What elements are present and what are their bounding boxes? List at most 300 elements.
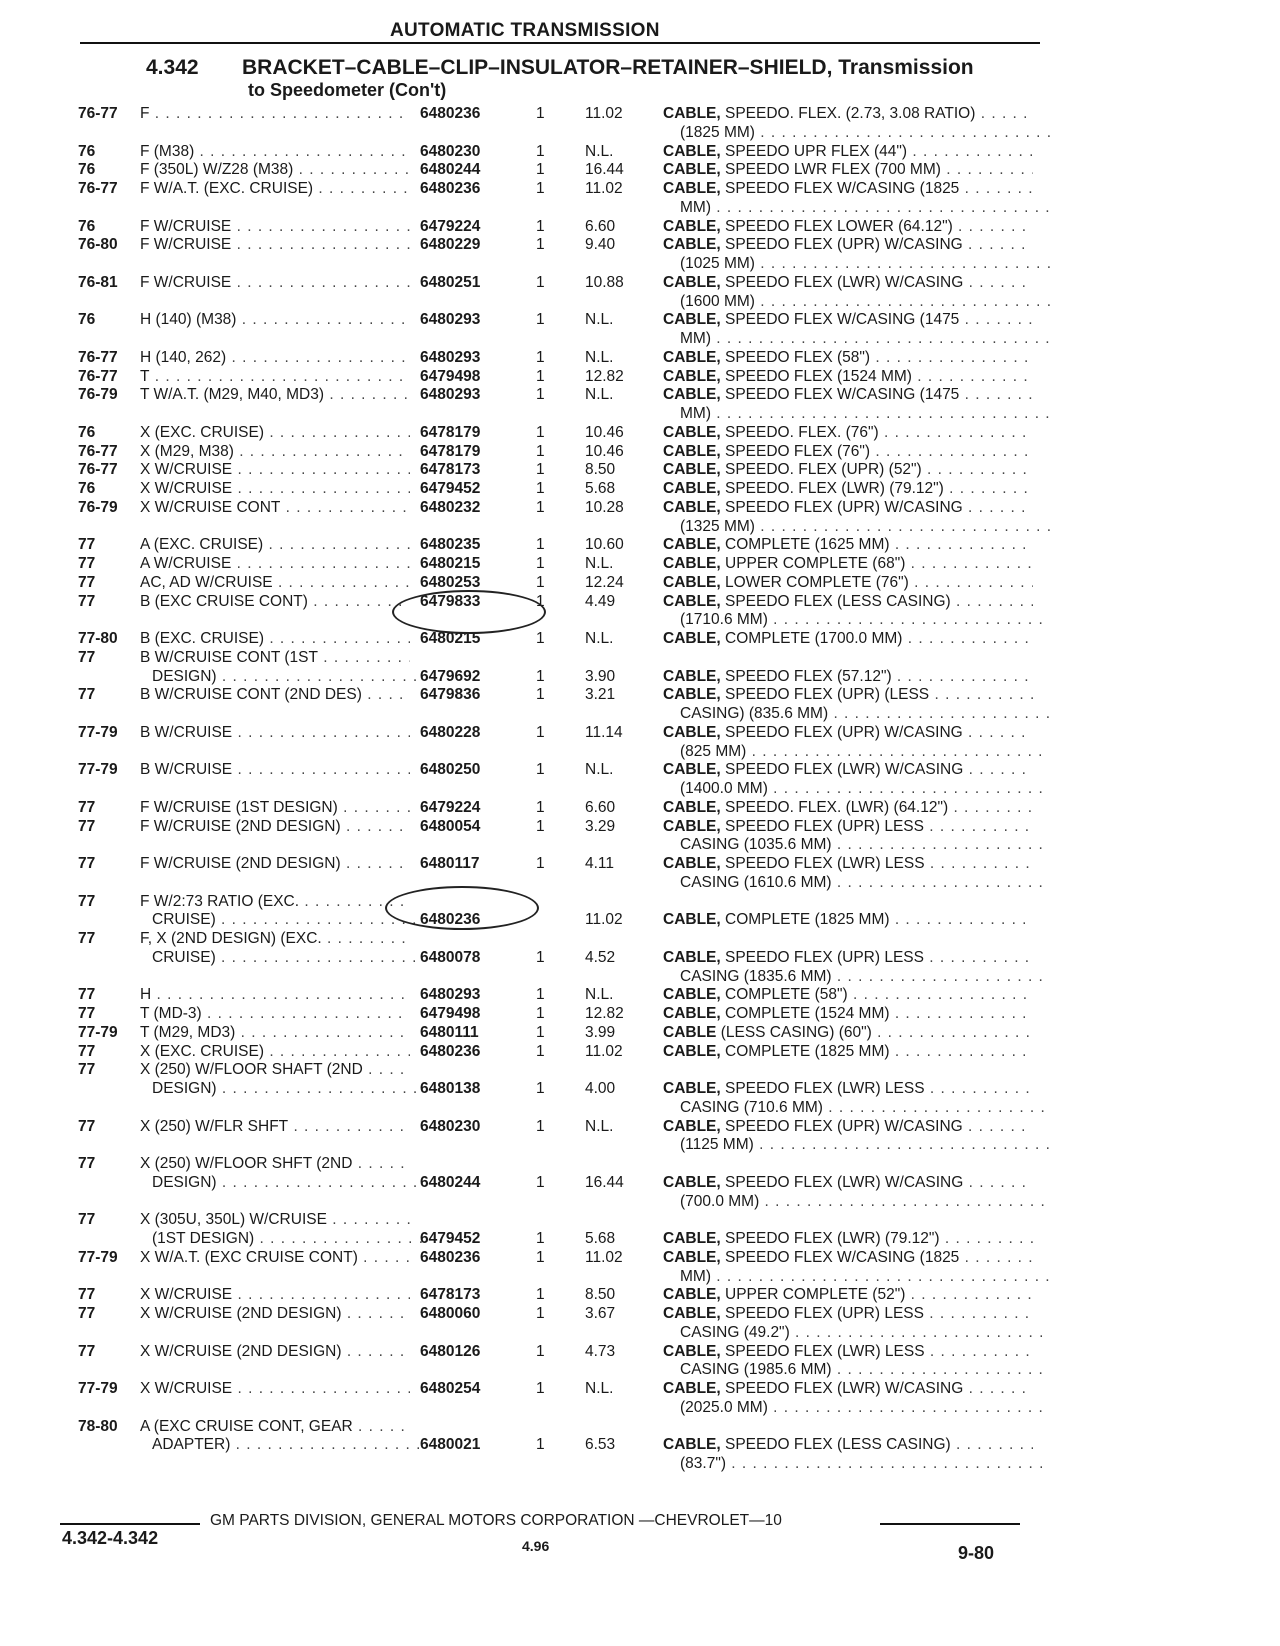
list-price: 16.44 xyxy=(585,1173,624,1191)
part-name-detail: (1600 MM) xyxy=(680,292,755,310)
part-name xyxy=(680,1323,1050,1342)
list-item xyxy=(0,348,1280,367)
application-description: B W/CRUISE CONT (1ST . . . xyxy=(140,648,410,667)
list-item xyxy=(0,1379,1280,1398)
list-item xyxy=(0,1060,1280,1079)
part-number: 6480232 xyxy=(420,498,481,516)
quantity: 1 xyxy=(536,555,545,572)
part-name xyxy=(663,948,1033,967)
part-number: 6480060 xyxy=(420,1305,481,1322)
quantity: 1 xyxy=(536,1042,545,1060)
model-year: 77 xyxy=(78,1061,96,1079)
part-name-keyword: CABLE, xyxy=(663,1005,721,1022)
part-name xyxy=(663,423,1033,442)
application-description: F W/CRUISE (2ND DESIGN) . . . xyxy=(140,817,410,836)
model-year: 76-79 xyxy=(78,386,118,404)
application-description: F (M38) . . . xyxy=(140,142,410,161)
list-item xyxy=(0,1154,1280,1173)
model-year: 76 xyxy=(78,423,96,441)
list-item xyxy=(0,423,1280,442)
quantity: 1 xyxy=(536,667,545,685)
part-name-keyword: CABLE, xyxy=(663,1286,721,1304)
part-name xyxy=(663,348,1033,367)
model-year: 76 xyxy=(78,311,96,329)
quantity: 1 xyxy=(536,948,545,966)
part-name xyxy=(680,329,1050,348)
part-name-detail: COMPLETE (1700.0 MM) xyxy=(720,630,903,647)
list-item xyxy=(0,460,1280,479)
part-number: 6480078 xyxy=(420,948,481,966)
list-item xyxy=(0,1417,1280,1436)
application-description: F W/CRUISE . . . xyxy=(140,235,410,254)
part-name xyxy=(663,310,1033,329)
part-name xyxy=(680,1135,1050,1154)
part-number: 6480254 xyxy=(420,1380,481,1397)
part-name-detail: SPEEDO FLEX (58") xyxy=(720,348,871,366)
part-name-keyword: CABLE, xyxy=(663,386,721,404)
list-item xyxy=(0,760,1280,779)
list-item xyxy=(0,535,1280,554)
quantity: 1 xyxy=(536,348,545,366)
list-price: 4.52 xyxy=(585,948,616,966)
part-name-keyword: CABLE, xyxy=(663,1342,721,1360)
part-name-detail: SPEEDO UPR FLEX (44") xyxy=(720,142,908,160)
list-item-continuation xyxy=(0,779,1280,798)
list-item xyxy=(0,1248,1280,1267)
part-name xyxy=(663,1004,1033,1023)
part-name xyxy=(663,142,1033,161)
application-description: T (MD-3) . . . xyxy=(140,1004,410,1023)
part-name xyxy=(663,179,1033,198)
list-price: 10.88 xyxy=(585,273,624,291)
part-name xyxy=(663,1379,1033,1398)
section-title: BRACKET–CABLE–CLIP–INSULATOR–RETAINER–SHIELD, Transmission xyxy=(242,56,974,79)
list-item xyxy=(0,854,1280,873)
model-year: 76-77 xyxy=(78,367,118,385)
part-number: 6480228 xyxy=(420,723,481,741)
list-price: 6.60 xyxy=(585,217,616,235)
list-item-continuation xyxy=(0,329,1280,348)
list-item-continuation xyxy=(0,1323,1280,1342)
model-year: 77-79 xyxy=(78,1380,118,1397)
application-description: X W/A.T. (EXC CRUISE CONT) . . . xyxy=(140,1248,410,1267)
quantity: 1 xyxy=(536,1023,545,1041)
part-name-keyword: CABLE, xyxy=(663,855,721,872)
part-name-detail: SPEEDO FLEX (LWR) LESS xyxy=(720,1080,925,1097)
model-year: 76 xyxy=(78,217,96,235)
part-name-keyword: CABLE, xyxy=(663,1230,721,1247)
application-description: B (EXC CRUISE CONT) . . . xyxy=(140,592,410,611)
part-name-keyword: CABLE, xyxy=(663,348,721,366)
part-name-keyword: CABLE, xyxy=(663,273,721,291)
part-number: 6480253 xyxy=(420,573,481,591)
model-year: 77 xyxy=(78,798,96,816)
model-year: 77-79 xyxy=(78,761,118,779)
part-name-keyword: CABLE, xyxy=(663,480,721,497)
list-item xyxy=(0,385,1280,404)
list-item-continuation xyxy=(0,1079,1280,1098)
quantity: 1 xyxy=(536,855,545,872)
footer-publisher: GM PARTS DIVISION, GENERAL MOTORS CORPORATION —CHEVROLET—10 xyxy=(210,1512,782,1529)
part-name xyxy=(680,779,1050,798)
part-name xyxy=(680,704,1050,723)
list-item xyxy=(0,592,1280,611)
list-item-continuation xyxy=(0,742,1280,761)
part-name-detail: CASING (1035.6 MM) xyxy=(680,836,832,854)
list-item-continuation xyxy=(0,517,1280,536)
part-name xyxy=(680,1454,1050,1473)
part-name xyxy=(663,1229,1033,1248)
part-name xyxy=(663,629,1033,648)
quantity: 1 xyxy=(536,1342,545,1360)
model-year: 76 xyxy=(78,480,96,497)
handwritten-circle-mark xyxy=(385,886,539,930)
part-name-detail: (1400.0 MM) xyxy=(680,780,768,797)
list-item xyxy=(0,1042,1280,1061)
part-name-detail: COMPLETE (1825 MM) xyxy=(720,911,890,929)
part-name-keyword: CABLE, xyxy=(663,1380,721,1397)
list-item-continuation xyxy=(0,667,1280,686)
part-number: 6480244 xyxy=(420,1173,481,1191)
part-number: 6480215 xyxy=(420,630,481,647)
part-name-keyword: CABLE, xyxy=(663,573,721,591)
part-name xyxy=(663,1342,1033,1361)
part-name xyxy=(663,273,1033,292)
part-name-detail: SPEEDO LWR FLEX (700 MM) xyxy=(720,161,941,179)
part-name xyxy=(663,217,1033,236)
quantity: 1 xyxy=(536,1080,545,1097)
part-name-detail: (1125 MM) xyxy=(680,1136,754,1154)
quantity: 1 xyxy=(536,461,545,479)
list-item xyxy=(0,723,1280,742)
list-price: N.L. xyxy=(585,348,614,366)
part-name-detail: CASING) (835.6 MM) xyxy=(680,705,829,722)
part-name-detail: SPEEDO FLEX (LWR) (79.12") xyxy=(720,1230,940,1247)
part-name-detail: COMPLETE (1524 MM) xyxy=(720,1005,890,1022)
application-description: F, X (2ND DESIGN) (EXC. . . . xyxy=(140,929,410,948)
model-year: 77-79 xyxy=(78,1023,118,1041)
part-name-detail: SPEEDO FLEX (UPR) (LESS xyxy=(720,686,930,704)
list-price: 11.02 xyxy=(585,105,623,122)
list-price: N.L. xyxy=(585,1117,614,1135)
quantity: 1 xyxy=(536,423,545,441)
application-description: T W/A.T. (M29, M40, MD3) . . . xyxy=(140,385,410,404)
part-name xyxy=(663,854,1033,873)
part-name-detail: SPEEDO FLEX (UPR) W/CASING xyxy=(720,498,963,516)
part-name-detail: SPEEDO FLEX (76") xyxy=(720,442,871,460)
part-name xyxy=(663,685,1033,704)
quantity: 1 xyxy=(536,630,545,647)
model-year: 78-80 xyxy=(78,1417,118,1435)
application-description: H (140) (M38) . . . xyxy=(140,310,410,329)
part-name xyxy=(663,1435,1033,1454)
list-item xyxy=(0,1023,1280,1042)
part-number: 6479498 xyxy=(420,1005,481,1022)
list-item xyxy=(0,498,1280,517)
list-price: 11.02 xyxy=(585,911,623,929)
part-name xyxy=(663,592,1033,611)
part-name-detail: SPEEDO FLEX (UPR) LESS xyxy=(720,1305,924,1322)
quantity: 1 xyxy=(536,180,545,197)
list-item-continuation xyxy=(0,1454,1280,1473)
part-name-detail: SPEEDO FLEX W/CASING (1475 xyxy=(720,311,960,329)
part-name-detail: CASING (1610.6 MM) xyxy=(680,873,832,891)
part-number: 6480293 xyxy=(420,348,481,366)
part-number: 6480236 xyxy=(420,105,481,122)
list-item xyxy=(0,235,1280,254)
part-name-detail: SPEEDO. FLEX (UPR) (52") xyxy=(720,461,922,479)
part-name-keyword: CABLE, xyxy=(663,911,721,929)
list-item-continuation xyxy=(0,1135,1280,1154)
list-item xyxy=(0,985,1280,1004)
quantity: 1 xyxy=(536,723,545,741)
part-name-detail: SPEEDO FLEX (LWR) LESS xyxy=(720,855,925,872)
list-item xyxy=(0,554,1280,573)
model-year: 77 xyxy=(78,555,96,572)
part-name-detail: CASING (1835.6 MM) xyxy=(680,967,832,985)
page-header-title: AUTOMATIC TRANSMISSION xyxy=(390,20,660,41)
part-number: 6479452 xyxy=(420,480,481,497)
part-name-keyword: CABLE, xyxy=(663,536,721,554)
part-name-keyword: CABLE, xyxy=(663,217,721,235)
quantity: 1 xyxy=(536,1436,545,1454)
list-item xyxy=(0,1004,1280,1023)
part-number: 6480229 xyxy=(420,236,481,254)
model-year: 77 xyxy=(78,573,96,591)
list-price: 12.24 xyxy=(585,573,624,591)
list-price: N.L. xyxy=(585,630,614,647)
part-number: 6478173 xyxy=(420,1286,481,1304)
application-description: X (EXC. CRUISE) . . . xyxy=(140,423,410,442)
application-description: X W/CRUISE (2ND DESIGN) . . . xyxy=(140,1304,410,1323)
list-price: N.L. xyxy=(585,1380,614,1397)
model-year: 77 xyxy=(78,1286,96,1304)
part-name xyxy=(663,985,1033,1004)
list-price: 3.90 xyxy=(585,667,616,685)
model-year: 76-79 xyxy=(78,498,118,516)
part-number: 6480111 xyxy=(420,1023,479,1041)
list-item xyxy=(0,1285,1280,1304)
list-price: 8.50 xyxy=(585,1286,616,1304)
quantity: 1 xyxy=(536,1117,545,1135)
part-name-detail: (825 MM) xyxy=(680,742,747,760)
part-number: 6480235 xyxy=(420,536,481,554)
list-price: 5.68 xyxy=(585,1230,616,1247)
model-year: 76-81 xyxy=(78,273,118,291)
list-item xyxy=(0,442,1280,461)
model-year: 77 xyxy=(78,892,96,910)
list-item xyxy=(0,310,1280,329)
list-item xyxy=(0,1304,1280,1323)
quantity: 1 xyxy=(536,1173,545,1191)
footer-page-number: 4.96 xyxy=(522,1538,550,1554)
part-number: 6480215 xyxy=(420,555,481,572)
quantity: 1 xyxy=(536,480,545,497)
list-price: 3.21 xyxy=(585,686,616,704)
list-item xyxy=(0,104,1280,123)
part-name-detail: MM) xyxy=(680,198,711,216)
part-name-detail: SPEEDO FLEX (UPR) LESS xyxy=(720,817,924,835)
list-price: N.L. xyxy=(585,986,614,1004)
list-item xyxy=(0,929,1280,948)
application-description: H . . . xyxy=(140,985,410,1004)
part-name xyxy=(680,198,1050,217)
part-name-keyword: CABLE, xyxy=(663,1080,721,1097)
part-name-detail: SPEEDO. FLEX (LWR) (79.12") xyxy=(720,480,944,497)
part-name-keyword: CABLE, xyxy=(663,461,721,479)
list-price: 16.44 xyxy=(585,161,624,179)
part-name-detail: SPEEDO FLEX (57.12") xyxy=(720,667,892,685)
part-name-keyword: CABLE, xyxy=(663,555,721,572)
application-description: T . . . xyxy=(140,367,410,386)
list-price: 11.02 xyxy=(585,1042,623,1060)
quantity: 1 xyxy=(536,817,545,835)
list-item xyxy=(0,629,1280,648)
part-name-keyword: CABLE xyxy=(663,1023,717,1041)
part-name-keyword: CABLE, xyxy=(663,498,721,516)
part-name-keyword: CABLE, xyxy=(663,180,721,197)
list-item xyxy=(0,160,1280,179)
list-item-continuation xyxy=(0,610,1280,629)
part-number: 6480236 xyxy=(420,1042,481,1060)
part-name xyxy=(663,798,1033,817)
model-year: 76-77 xyxy=(78,348,118,366)
quantity: 1 xyxy=(536,273,545,291)
model-year: 77-79 xyxy=(78,1248,118,1266)
quantity: 1 xyxy=(536,1230,545,1247)
list-item-continuation xyxy=(0,123,1280,142)
list-item-continuation xyxy=(0,1398,1280,1417)
model-year: 76-80 xyxy=(78,236,118,254)
part-name xyxy=(680,1192,1050,1211)
model-year: 76-77 xyxy=(78,105,118,122)
part-name xyxy=(663,1248,1033,1267)
part-name-detail: MM) xyxy=(680,1267,711,1285)
application-description: A (EXC CRUISE CONT, GEAR . . . xyxy=(140,1417,410,1436)
part-name-detail: (1710.6 MM) xyxy=(680,611,768,629)
model-year: 76 xyxy=(78,161,96,179)
application-description: CRUISE) . . . xyxy=(152,948,422,967)
part-name xyxy=(663,498,1033,517)
part-name xyxy=(680,1098,1050,1117)
part-name-keyword: CABLE, xyxy=(663,1305,721,1322)
quantity: 1 xyxy=(536,1380,545,1397)
part-number: 6480117 xyxy=(420,855,480,872)
part-name-keyword: CABLE, xyxy=(663,686,721,704)
part-name xyxy=(680,873,1050,892)
list-price: N.L. xyxy=(585,311,614,329)
part-name-keyword: CABLE, xyxy=(663,311,721,329)
part-number: 6480250 xyxy=(420,761,481,779)
list-price: 12.82 xyxy=(585,367,624,385)
part-name xyxy=(680,835,1050,854)
list-price: 11.14 xyxy=(585,723,623,741)
model-year: 77 xyxy=(78,536,96,554)
model-year: 77 xyxy=(78,1005,96,1022)
list-item-continuation xyxy=(0,910,1280,929)
part-name-detail: SPEEDO FLEX (LWR) W/CASING xyxy=(720,1173,964,1191)
list-price: 4.11 xyxy=(585,855,615,872)
model-year: 77 xyxy=(78,1211,96,1229)
part-number: 6478179 xyxy=(420,442,481,460)
part-name xyxy=(663,160,1033,179)
part-name xyxy=(663,235,1033,254)
list-price: N.L. xyxy=(585,142,614,160)
application-description: DESIGN) . . . xyxy=(152,1173,422,1192)
list-item-continuation xyxy=(0,1360,1280,1379)
part-name-detail: SPEEDO. FLEX. (LWR) (64.12") xyxy=(720,798,949,816)
model-year: 77 xyxy=(78,686,96,704)
list-item xyxy=(0,142,1280,161)
part-name xyxy=(663,817,1033,836)
application-description: DESIGN) . . . xyxy=(152,1079,422,1098)
part-name-detail: (83.7") xyxy=(680,1455,726,1472)
part-name-detail: CASING (49.2") xyxy=(680,1323,790,1341)
list-price: 5.68 xyxy=(585,480,616,497)
part-number: 6480236 xyxy=(420,1248,481,1266)
list-item-continuation xyxy=(0,967,1280,986)
part-name-detail: COMPLETE (1825 MM) xyxy=(720,1042,890,1060)
part-name-detail: (1325 MM) xyxy=(680,517,755,535)
part-name-keyword: CABLE, xyxy=(663,630,721,647)
list-item xyxy=(0,573,1280,592)
list-price: 10.46 xyxy=(585,442,624,460)
application-description: X W/CRUISE CONT . . . xyxy=(140,498,410,517)
part-name-detail: SPEEDO. FLEX. (2.73, 3.08 RATIO) xyxy=(720,105,976,122)
part-name-detail: UPPER COMPLETE (68") xyxy=(720,555,906,572)
part-name-detail: CASING (710.6 MM) xyxy=(680,1098,823,1116)
part-number: 6480021 xyxy=(420,1436,481,1454)
part-name-detail: (1025 MM) xyxy=(680,255,755,272)
part-name-keyword: CABLE, xyxy=(663,236,721,254)
part-name xyxy=(663,1023,1033,1042)
list-price: 10.60 xyxy=(585,536,624,554)
part-name-keyword: CABLE, xyxy=(663,1042,721,1060)
application-description: X (250) W/FLOOR SHFT (2ND . . . xyxy=(140,1154,410,1173)
model-year: 77-79 xyxy=(78,723,118,741)
part-name-keyword: CABLE, xyxy=(663,161,721,179)
list-item xyxy=(0,367,1280,386)
part-name-detail: SPEEDO FLEX (1524 MM) xyxy=(720,367,912,385)
application-description: A (EXC. CRUISE) . . . xyxy=(140,535,410,554)
part-name xyxy=(680,254,1050,273)
part-name-keyword: CABLE, xyxy=(663,142,721,160)
part-name-detail: SPEEDO FLEX (UPR) LESS xyxy=(720,948,924,966)
application-description: ADAPTER) . . . xyxy=(152,1435,422,1454)
part-name-detail: UPPER COMPLETE (52") xyxy=(720,1286,906,1304)
model-year: 77 xyxy=(78,1305,96,1322)
part-number: 6479224 xyxy=(420,798,481,816)
quantity: 1 xyxy=(536,217,545,235)
list-item xyxy=(0,179,1280,198)
part-name-detail: SPEEDO FLEX (UPR) W/CASING xyxy=(720,1117,963,1135)
list-item xyxy=(0,273,1280,292)
model-year: 77 xyxy=(78,592,96,610)
part-name-detail: SPEEDO FLEX (LWR) W/CASING xyxy=(720,1380,964,1397)
part-name-keyword: CABLE, xyxy=(663,367,721,385)
list-price: 6.60 xyxy=(585,798,616,816)
list-item xyxy=(0,892,1280,911)
part-name-keyword: CABLE, xyxy=(663,1436,721,1454)
model-year: 77 xyxy=(78,1042,96,1060)
list-item xyxy=(0,1342,1280,1361)
list-item-continuation xyxy=(0,1435,1280,1454)
list-item-continuation xyxy=(0,948,1280,967)
part-name-detail: (LESS CASING) (60") xyxy=(716,1023,872,1041)
list-price: 11.02 xyxy=(585,1248,623,1266)
part-name-detail: (700.0 MM) xyxy=(680,1192,760,1210)
list-item-continuation xyxy=(0,292,1280,311)
